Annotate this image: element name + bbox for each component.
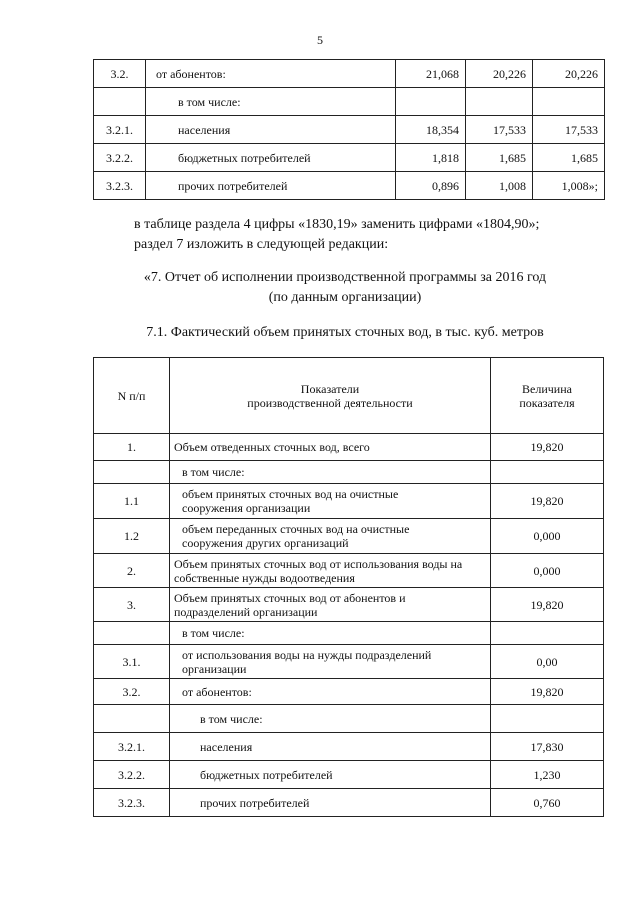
header-indicator-line1: Показатели xyxy=(300,381,360,396)
row-indicator-line2: организации xyxy=(182,661,247,676)
table-row xyxy=(94,172,605,200)
header-num: N п/п xyxy=(94,358,170,434)
row-value-3: 1,008»; xyxy=(533,172,605,200)
paragraph-replace-figures: в таблице раздела 4 цифры «1830,19» заменить цифрами «1804,90»; xyxy=(134,217,540,232)
row-number: 3.2.3. xyxy=(94,789,170,817)
row-indicator xyxy=(170,484,491,519)
row-value-1: 1,818 xyxy=(396,144,466,172)
row-value: 0,00 xyxy=(491,645,604,679)
row-indicator-line1: в том числе: xyxy=(182,626,245,640)
table-row xyxy=(94,789,604,817)
row-value-3: 20,226 xyxy=(533,60,605,88)
row-number xyxy=(94,705,170,733)
row-value-2: 1,685 xyxy=(466,144,533,172)
header-value-line2: показателя xyxy=(519,395,575,410)
row-value: 0,760 xyxy=(491,789,604,817)
header-value-line1: Величина xyxy=(522,381,572,396)
row-number xyxy=(94,622,170,645)
row-number: 3.2. xyxy=(94,679,170,705)
row-number: 1. xyxy=(94,434,170,461)
row-value: 19,820 xyxy=(491,588,604,622)
row-indicator xyxy=(170,519,491,554)
row-number xyxy=(94,461,170,484)
page-number: 5 xyxy=(317,33,323,47)
table-row xyxy=(94,733,604,761)
row-value xyxy=(491,461,604,484)
row-indicator xyxy=(170,645,491,679)
row-number: 3.2.1. xyxy=(94,733,170,761)
table-row xyxy=(94,645,604,679)
row-indicator xyxy=(170,554,491,588)
table-row xyxy=(94,705,604,733)
row-indicator: бюджетных потребителей xyxy=(146,144,396,172)
table-row xyxy=(94,519,604,554)
row-indicator-line2: сооружения организации xyxy=(182,501,311,515)
row-indicator-line1: прочих потребителей xyxy=(200,795,310,810)
table-row xyxy=(94,679,604,705)
row-value: 0,000 xyxy=(491,519,604,554)
section-heading: «7. Отчет об исполнении производственной программы за 2016 год xyxy=(143,270,547,285)
row-number: 3. xyxy=(94,588,170,622)
table-row xyxy=(94,761,604,789)
row-indicator xyxy=(170,622,491,645)
subsection-heading: 7.1. Фактический объем принятых сточных вод, в тыс. куб. метров xyxy=(146,325,544,340)
row-number: 3.2.3. xyxy=(94,172,146,200)
row-indicator: от абонентов: xyxy=(146,60,396,88)
row-value xyxy=(491,705,604,733)
row-indicator xyxy=(170,434,491,461)
row-indicator-line1: в том числе: xyxy=(182,465,245,479)
row-number: 3.2. xyxy=(94,60,146,88)
row-value-1: 18,354 xyxy=(396,116,466,144)
row-value-2 xyxy=(466,88,533,116)
row-number: 3.1. xyxy=(94,645,170,679)
row-indicator-line1: от использования воды на нужды подразделений xyxy=(182,647,432,662)
row-number: 3.2.2. xyxy=(94,144,146,172)
table-row xyxy=(94,88,605,116)
row-indicator-line1: Объем отведенных сточных вод, всего xyxy=(174,440,370,454)
table-row xyxy=(94,144,605,172)
row-indicator xyxy=(170,461,491,484)
row-indicator xyxy=(170,761,491,789)
row-indicator-line2: подразделений организации xyxy=(174,604,318,619)
table-row xyxy=(94,461,604,484)
row-value: 19,820 xyxy=(491,484,604,519)
row-value-3: 1,685 xyxy=(533,144,605,172)
row-indicator-line1: населения xyxy=(200,739,253,754)
table-row xyxy=(94,434,604,461)
header-indicator-line2: производственной деятельности xyxy=(247,395,413,410)
row-indicator-line1: объем принятых сточных вод на очистные xyxy=(182,487,399,501)
row-indicator xyxy=(170,679,491,705)
paragraph-section7: раздел 7 изложить в следующей редакции: xyxy=(134,237,389,252)
row-number: 1.1 xyxy=(94,484,170,519)
row-value: 0,000 xyxy=(491,554,604,588)
row-number: 2. xyxy=(94,554,170,588)
table-row xyxy=(94,484,604,519)
row-indicator: в том числе: xyxy=(146,88,396,116)
row-value-2: 1,008 xyxy=(466,172,533,200)
row-indicator-line1: в том числе: xyxy=(200,711,263,726)
row-indicator: прочих потребителей xyxy=(146,172,396,200)
table-row xyxy=(94,622,604,645)
table-row xyxy=(94,588,604,622)
header-indicator xyxy=(170,358,491,434)
row-indicator xyxy=(170,588,491,622)
row-value-1 xyxy=(396,88,466,116)
row-value xyxy=(491,622,604,645)
row-indicator-line1: бюджетных потребителей xyxy=(200,767,333,782)
row-indicator-line2: сооружения других организаций xyxy=(182,536,349,550)
table-row xyxy=(94,554,604,588)
row-number: 1.2 xyxy=(94,519,170,554)
wastewater-table xyxy=(93,357,604,817)
row-value-1: 21,068 xyxy=(396,60,466,88)
row-value: 17,830 xyxy=(491,733,604,761)
row-indicator xyxy=(170,789,491,817)
row-indicator xyxy=(170,733,491,761)
row-value: 19,820 xyxy=(491,434,604,461)
row-number: 3.2.1. xyxy=(94,116,146,144)
row-indicator-line1: Объем принятых сточных вод от использования воды на xyxy=(174,556,463,571)
table-row xyxy=(94,116,605,144)
header-value xyxy=(491,358,604,434)
row-value-2: 20,226 xyxy=(466,60,533,88)
row-value: 1,230 xyxy=(491,761,604,789)
top-table xyxy=(93,59,605,200)
row-indicator-line1: объем переданных сточных вод на очистные xyxy=(182,522,410,536)
row-value-3: 17,533 xyxy=(533,116,605,144)
row-indicator-line1: от абонентов: xyxy=(182,684,252,699)
row-indicator-line2: собственные нужды водоотведения xyxy=(174,570,355,585)
row-number: 3.2.2. xyxy=(94,761,170,789)
row-indicator xyxy=(170,705,491,733)
section-heading-note: (по данным организации) xyxy=(268,290,422,305)
row-number xyxy=(94,88,146,116)
table-row xyxy=(94,60,605,88)
row-indicator: населения xyxy=(146,116,396,144)
row-value-1: 0,896 xyxy=(396,172,466,200)
table-header-row xyxy=(94,358,604,434)
row-value: 19,820 xyxy=(491,679,604,705)
row-indicator-line1: Объем принятых сточных вод от абонентов и xyxy=(174,590,406,605)
row-value-2: 17,533 xyxy=(466,116,533,144)
row-value-3 xyxy=(533,88,605,116)
